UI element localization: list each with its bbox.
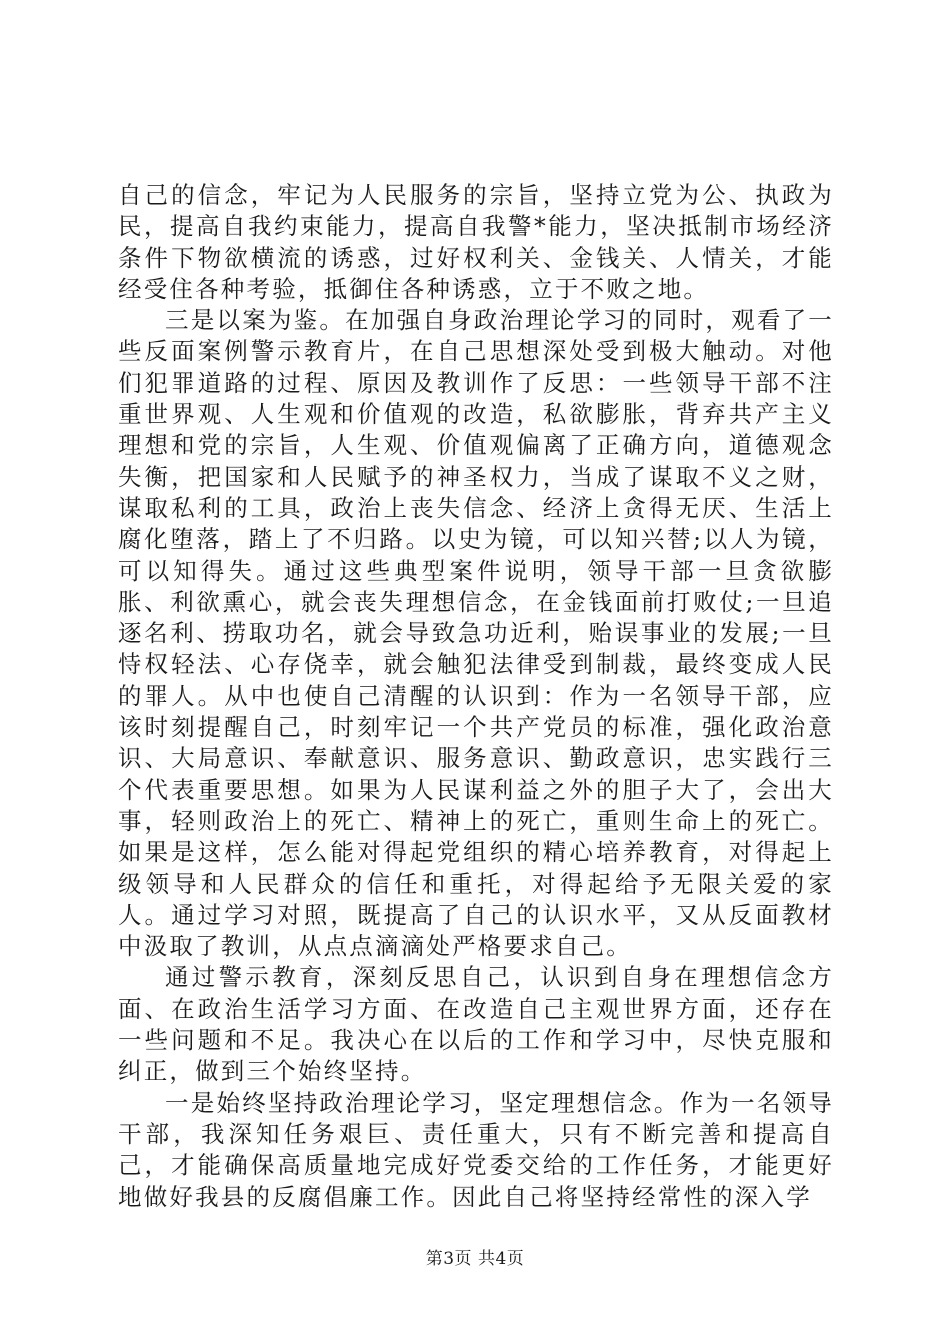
paragraph-continuation: 自己的信念，牢记为人民服务的宗旨，坚持立党为公、执政为民，提高自我约束能力，提高自我警*能力，坚决抵制市场经济条件下物欲横流的诱惑，过好权利关、金钱关、人情关，才能经受住各种考验，抵御住各种诱惑，立于不败之地。 [118,181,834,303]
paragraph-case-reflection: 三是以案为鉴。在加强自身政治理论学习的同时，观看了一些反面案例警示教育片，在自己思想深处受到极大触动。对他们犯罪道路的过程、原因及教训作了反思：一些领导干部不注重世界观、人生观和价值观的改造，私欲膨胀，背弃共产主义理想和党的宗旨，人生观、价值观偏离了正确方向，道德观念失衡，把国家和人民赋予的神圣权力，当成了谋取不义之财，谋取私利的工具，政治上丧失信念、经济上贪得无厌、生活上腐化堕落，踏上了不归路。以史为镜，可以知兴替;以人为镜，可以知得失。通过这些典型案件说明，领导干部一旦贪欲膨胀、利欲熏心，就会丧失理想信念，在金钱面前打败仗;一旦追逐名利、捞取功名，就会导致急功近利，贻误事业的发展;一旦恃权轻法、心存侥幸，就会触犯法律受到制裁，最终变成人民的罪人。从中也使自己清醒的认识到：作为一名领导干部，应该时刻提醒自己，时刻牢记一个共产党员的标准，强化政治意识、大局意识、奉献意识、服务意识、勤政意识，忠实践行三个代表重要思想。如果为人民谋利益之外的胆子大了，会出大事，轻则政治上的死亡、精神上的死亡，重则生命上的死亡。如果是这样，怎么能对得起党组织的精心培养教育，对得起上级领导和人民群众的信任和重托，对得起给予无限关爱的家人。通过学习对照，既提高了自己的认识水平，又从反面教材中汲取了教训，从点点滴滴处严格要求自己。 [118,306,834,961]
page-footer: 第3页 共4页 [425,1249,525,1269]
paragraph-theory-study: 一是始终坚持政治理论学习，坚定理想信念。作为一名领导干部，我深知任务艰巨、责任重大，只有不断完善和提高自己，才能确保高质量地完成好党委交给的工作任务，才能更好地做好我县的反腐倡廉工作。因此自己将坚持经常性的深入学 [118,1088,834,1211]
paragraph-warning-education: 通过警示教育，深刻反思自己，认识到自身在理想信念方面、在政治生活学习方面、在改造自己主观世界方面，还存在一些问题和不足。我决心在以后的工作和学习中，尽快克服和纠正，做到三个始终坚持。 [118,963,834,1086]
document-body [118,180,834,1213]
